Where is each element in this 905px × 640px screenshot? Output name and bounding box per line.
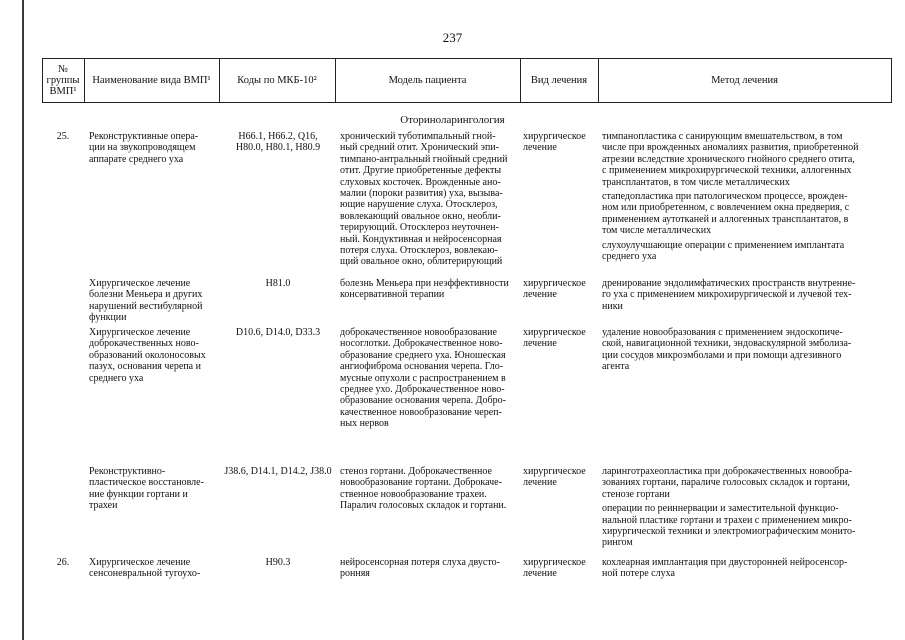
method-line: тимпанопластика с санирующим вмешательством, в том [602,131,843,142]
vmp-name-line: аппарате среднего уха [89,153,184,165]
treatment-methods [602,131,884,265]
method-line: ном или приобретенном, с вовлечением окна предверия, с [602,202,850,214]
patient-model [340,557,520,580]
patient-model-line: ный. Кондуктивная и нейросенсорная [340,233,502,245]
treatment-type-line: лечение [523,289,557,301]
treatment-type-line: лечение [523,477,557,489]
patient-model-line: стеноз гортани. Доброкачественное [340,466,492,477]
treatment-type-line: лечение [523,568,557,580]
icd-codes [222,557,334,568]
vmp-name [89,278,219,324]
treatment-methods [602,278,884,315]
vmp-name-line: ние функции гортани и [89,488,188,500]
vmp-name-line: Хирургическое лечение [89,327,191,338]
patient-model-line: ющие нарушение слуха. Отосклероз, [340,199,498,211]
icd-codes [222,278,334,289]
method-paragraph [602,557,884,580]
patient-model-line: мусные опухоли с распространением в [340,372,506,384]
method-line: применением аутотканей и аллогенных трансплантатов, в [602,213,849,225]
patient-model-line: Паралич голосовых складок и гортани. [340,500,507,512]
patient-model-line: щий овальное окно, облитерирующий [340,256,503,268]
patient-model-line: тимпано-антральный гнойный средний [340,153,508,165]
patient-model-line: вовлекающий овальное окно, необли- [340,210,501,222]
patient-model-line: слуховых косточек. Врожденные ано- [340,176,501,188]
patient-model-line: ственное новообразование трахеи. [340,488,487,500]
treatment-type-line: хирургическое [523,327,586,338]
treatment-type-line: хирургическое [523,278,586,289]
method-line: числе при врожденных аномалиях развития, приобретенной [602,142,859,154]
vmp-name-line: трахеи [89,500,118,512]
method-line: ной потере слуха [602,568,675,580]
page-left-edge [22,0,24,640]
section-title: Оториноларингология [400,114,505,126]
vmp-name [89,466,219,512]
method-line: ники [602,300,623,312]
header-codes: Коды по МКБ-10² [237,74,317,86]
vmp-name-line: сенсоневральной тугоухо- [89,568,201,580]
icd-codes [222,466,334,477]
method-line: трансплантатов, в том числе металлических [602,176,790,188]
vmp-name-line: Реконструктивно- [89,466,166,477]
treatment-type-line: хирургическое [523,466,586,477]
icd-codes-line: D10.6, D14.0, D33.3 [235,327,321,338]
patient-model-line: терирующий. Отосклероз неуточнен- [340,222,499,234]
patient-model [340,466,520,512]
method-paragraph [602,466,884,500]
patient-model-line: образование среднего уха. Юношеская [340,349,506,361]
vmp-name-line: Реконструктивные опера- [89,131,199,142]
method-line: ской, навигационной техники, эндоваскулярной эмболиза- [602,338,852,350]
method-paragraph [602,327,884,373]
header-type: Вид лечения [530,74,588,86]
vmp-name-line: пазух, основания черепа и [89,361,201,373]
method-line: атрезии вследствие хронического гнойного среднего отита, [602,153,855,165]
method-paragraph [602,503,884,549]
patient-model-line: образование основания черепа. Добро- [340,395,506,407]
patient-model-line: ных нервов [340,418,389,430]
vmp-name-line: Хирургическое лечение [89,278,191,289]
method-line: ции сосудов микроэмболами и при помощи адгезивного [602,349,842,361]
icd-codes-line: H81.0 [265,278,291,289]
patient-model-line: носоглотки. Доброкачественное ново- [340,338,503,350]
method-paragraph [602,131,884,188]
treatment-methods [602,557,884,583]
method-line: го уха с применением микрохирургической и лучевой тех- [602,289,852,301]
method-paragraph [602,191,884,237]
patient-model-line: хронический туботимпальный гной- [340,131,496,142]
method-line: с применением микрохирургической техники, аллогенных [602,165,852,177]
method-line: слухоулучшающие операции с применением имплантата [602,239,845,251]
treatment-type [523,557,598,580]
method-line: рингом [602,537,633,549]
header-name: Наименование вида ВМП¹ [92,74,211,86]
method-paragraph [602,240,884,263]
method-paragraph [602,278,884,312]
vmp-name-line: Хирургическое лечение [89,557,191,568]
row-number: 26. [56,557,70,568]
page-number: 237 [442,30,463,45]
header-model: Модель пациента [388,74,467,86]
treatment-type-line: хирургическое [523,131,586,142]
patient-model-line: доброкачественное новообразование [340,327,497,338]
method-line: агента [602,361,630,373]
method-line: хирургической техники и электромиографическим монито- [602,526,856,538]
method-line: ларинготрахеопластика при доброкачественных новообра- [602,466,853,477]
treatment-type [523,278,598,301]
patient-model-line: отит. Другие приобретенные дефекты [340,165,502,177]
patient-model-line: ный средний отит. Хронический эпи- [340,142,499,154]
treatment-type [523,327,598,350]
treatment-methods [602,466,884,552]
icd-codes-line: H66.1, H66.2, Q16, [238,131,318,142]
method-line: стенозе гортани [602,488,670,500]
treatment-type [523,131,598,154]
method-line: дренирование эндолимфатических пространств внутренне- [602,278,856,289]
patient-model [340,327,520,430]
patient-model-line: малии (пороки развития) уха, вызыва- [340,188,503,200]
icd-codes-line: H80.0, H80.1, H80.9 [235,142,321,154]
vmp-name-line: болезни Меньера и других [89,289,203,301]
patient-model [340,278,520,301]
patient-model-line: болезнь Меньера при неэффективности [340,278,509,289]
patient-model-line: нейросенсорная потеря слуха двусто- [340,557,500,568]
treatment-type-line: лечение [523,338,557,350]
treatment-type-line: лечение [523,142,557,154]
vmp-name-line: функции [89,312,127,324]
patient-model-line: ронняя [340,568,370,580]
method-line: удаление новообразования с применением эндоскопиче- [602,327,843,338]
vmp-name-line: ции на звукопроводящем [89,142,196,154]
method-line: стапедопластика при патологическом процессе, врожден- [602,191,848,203]
patient-model-line: новообразование гортани. Доброкаче- [340,477,502,489]
header-method: Метод лечения [711,74,778,86]
vmp-name [89,131,219,165]
icd-codes-line: J38.6, D14.1, D14.2, J38.0 [224,466,332,477]
patient-model-line: ангиофиброма основания черепа. Гло- [340,361,504,373]
method-line: кохлеарная имплантация при двусторонней нейросенсор- [602,557,848,568]
method-line: зованиях гортани, параличе голосовых складок и гортани, [602,477,850,489]
icd-codes-line: H90.3 [265,557,291,568]
column-rule [891,58,892,102]
treatment-type-line: хирургическое [523,557,586,568]
patient-model-line: качественное новообразование череп- [340,406,502,418]
icd-codes [222,131,334,154]
treatment-type [523,466,598,489]
patient-model [340,131,520,268]
vmp-name-line: среднего уха [89,372,144,384]
method-line: операции по реиннервации и заместительной функцио- [602,503,839,515]
method-line: том числе металлических [602,225,712,237]
patient-model-line: среднее ухо. Доброкачественное ново- [340,384,505,396]
row-number: 25. [56,131,70,142]
vmp-name-line: нарушений вестибулярной [89,300,203,312]
method-line: среднего уха [602,251,657,263]
icd-codes [222,327,334,338]
patient-model-line: потеря слуха. Отосклероз, вовлекаю- [340,245,498,257]
patient-model-line: консервативной терапии [340,289,445,301]
vmp-name [89,327,219,384]
vmp-name-line: образований околоносовых [89,349,206,361]
method-line: нальной пластике гортани и трахеи с применением микро- [602,514,852,526]
header-group-number: № группы ВМП¹ [46,63,80,97]
vmp-name-line: пластическое восстановле- [89,477,204,489]
vmp-name [89,557,219,580]
header-bottom-rule [42,102,892,103]
treatment-methods [602,327,884,376]
vmp-name-line: доброкачественных ново- [89,338,199,350]
